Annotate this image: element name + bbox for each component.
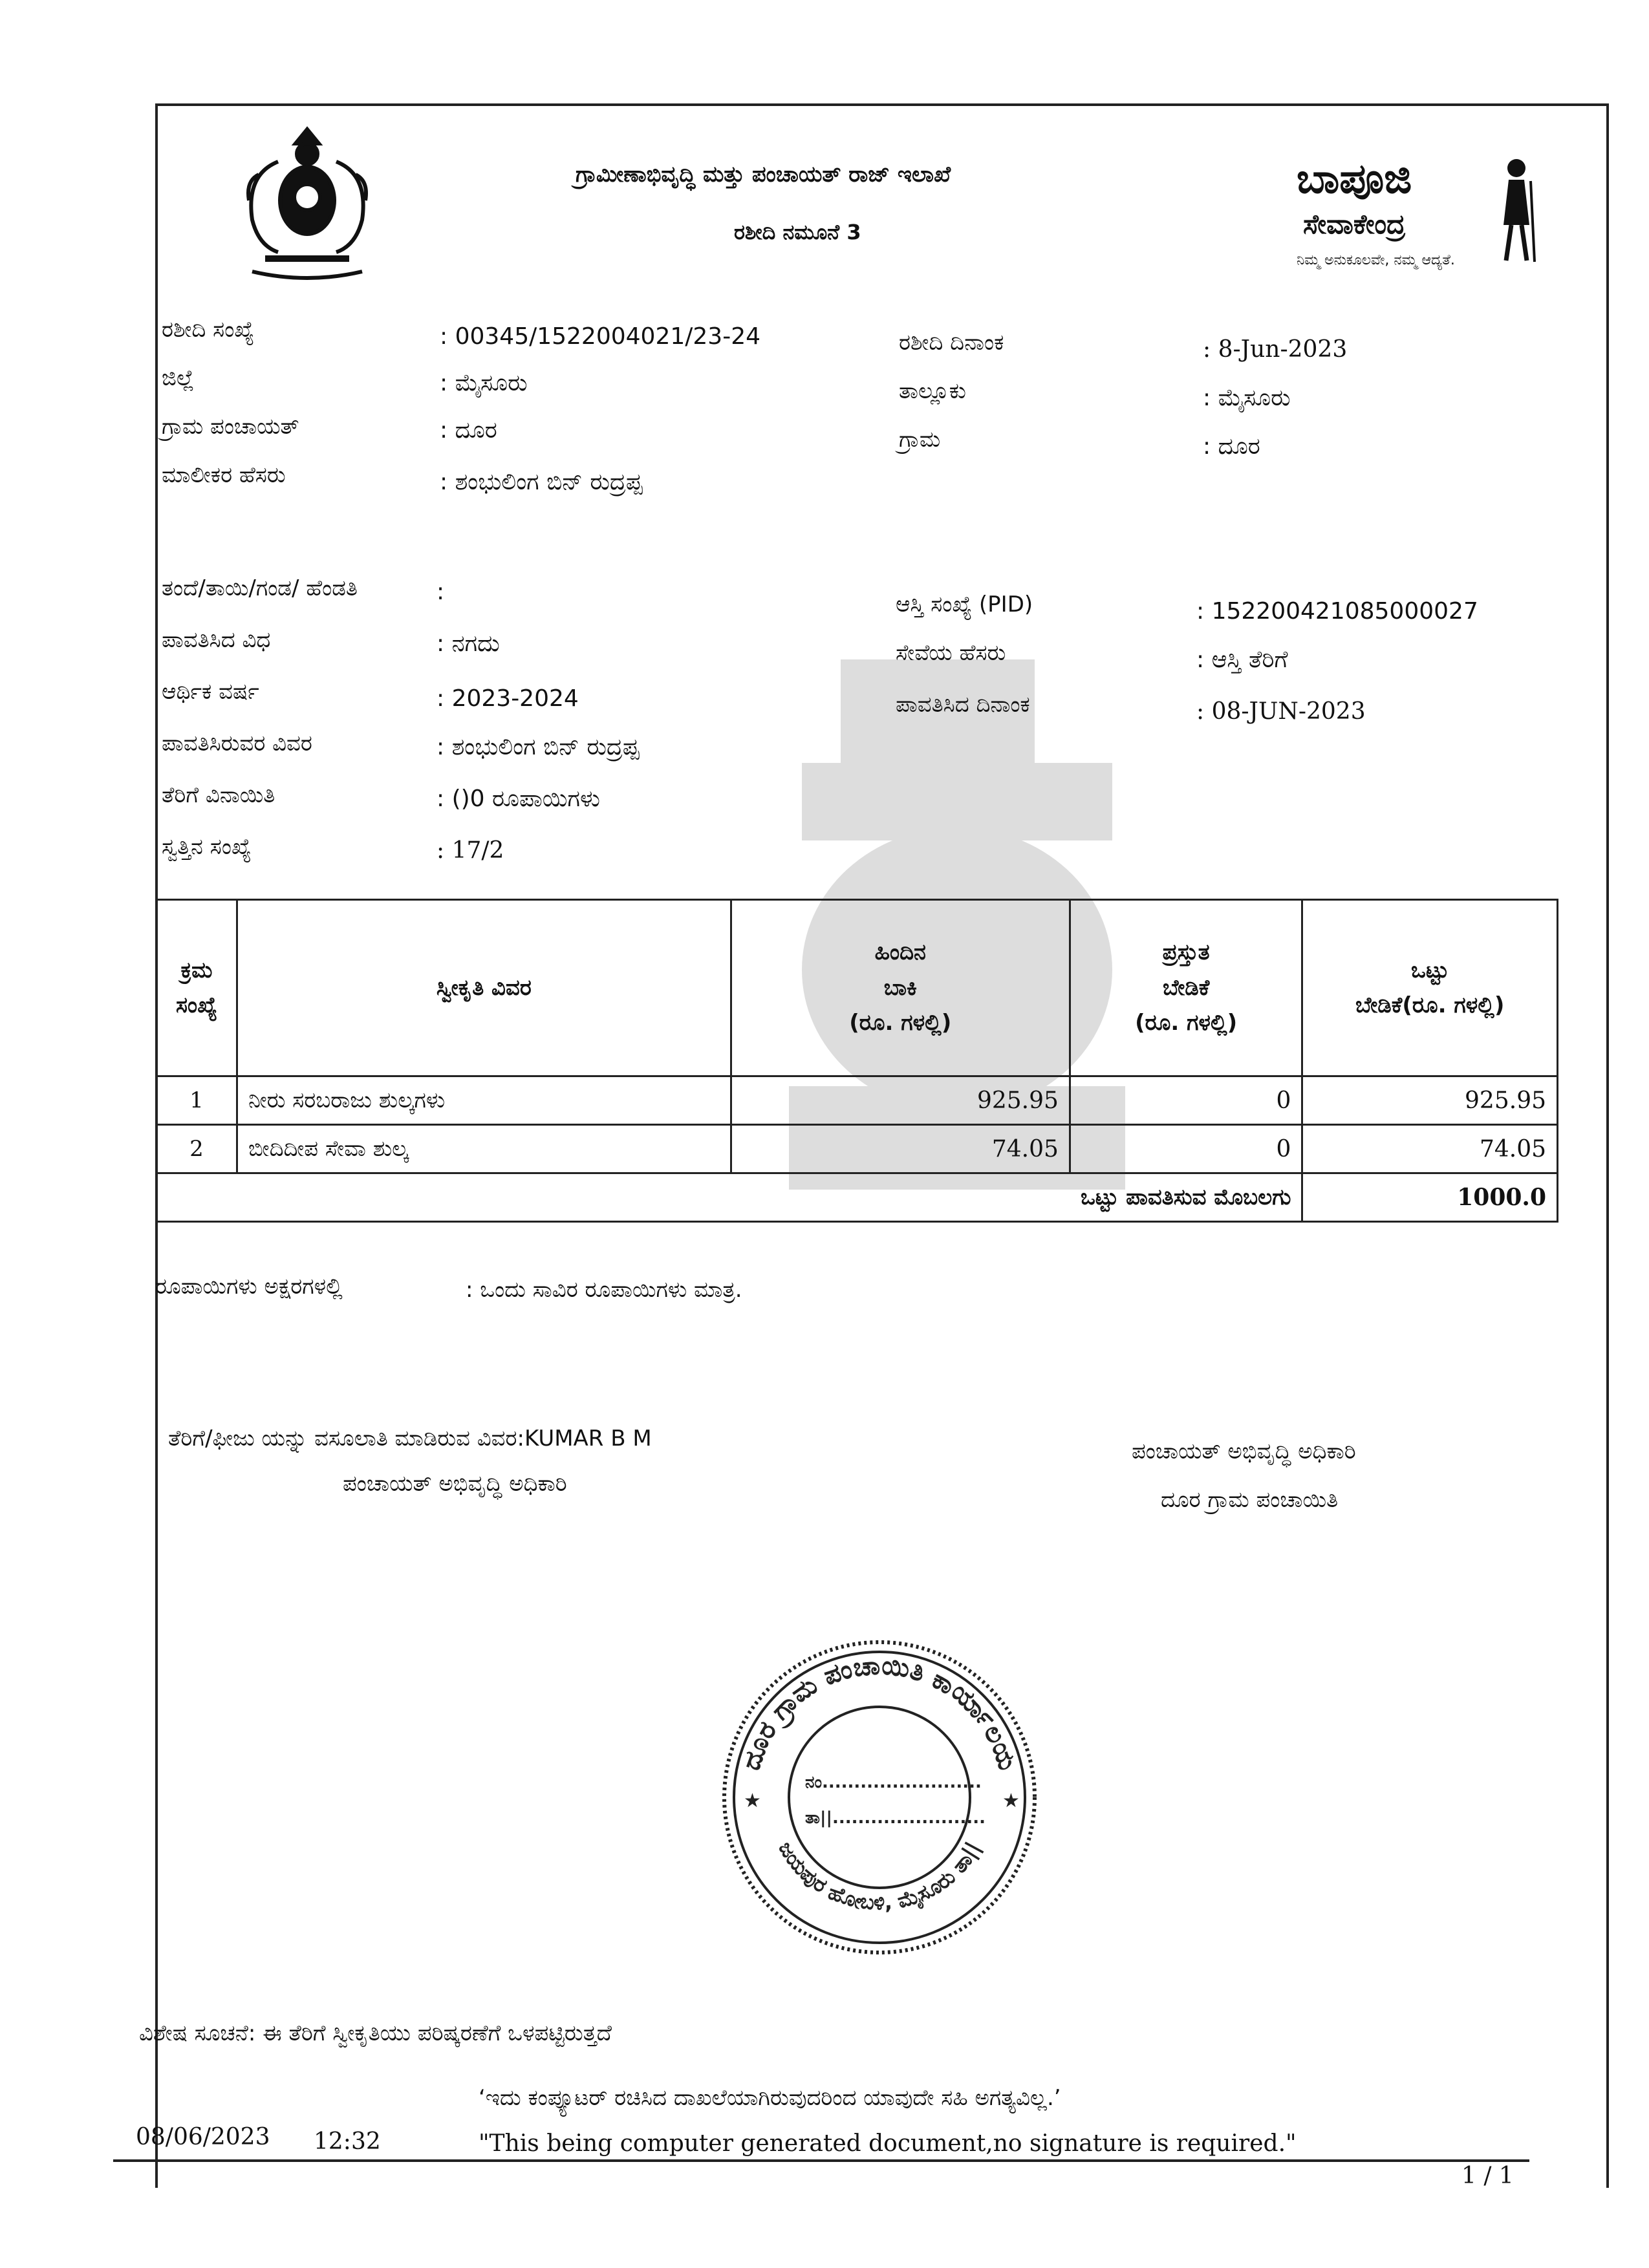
row-serial: 1 <box>156 1076 237 1125</box>
field-label: ತಂದೆ/ತಾಯಿ/ಗಂಡ/ ಹೆಂಡತಿ <box>162 575 358 601</box>
property-number-value: : 17/2 <box>436 837 504 864</box>
col-serial-header: ಕ್ರಮ ಸಂಖ್ಯೆ <box>156 900 237 1076</box>
english-notice: "This being computer generated document,no signature is required." <box>479 2130 1297 2157</box>
print-time: 12:32 <box>314 2128 381 2155</box>
payment-date-value: : 08-JUN-2023 <box>1196 698 1366 725</box>
field-label: ಸ್ವತ್ತಿನ ಸಂಖ್ಯೆ <box>162 834 252 860</box>
row-description: ಬೀದಿದೀಪ ಸೇವಾ ಶುಲ್ಕ <box>237 1125 731 1173</box>
service-name-value: : ಆಸ್ತಿ ತೆರಿಗೆ <box>1196 647 1288 673</box>
row-serial: 2 <box>156 1125 237 1173</box>
logo-subtitle: ಸೇವಾಕೇಂದ್ರ <box>1303 208 1406 240</box>
taluk-value: : ಮೈಸೂರು <box>1203 385 1291 411</box>
seal-bottom-text: ಜಯಪುರ ಹೋಬಳಿ, ಮೈಸೂರು ತಾ|| <box>773 1837 986 1915</box>
col-current-demand-header: ಪ್ರಸ್ತುತ ಬೇಡಿಕೆ (ರೂ. ಗಳಲ್ಲಿ) <box>1070 900 1302 1076</box>
col-previous-due-header: ಹಿಂದಿನ ಬಾಕಿ (ರೂ. ಗಳಲ್ಲಿ) <box>731 900 1070 1076</box>
gram-panchayat-value: : ದೂರ <box>440 417 497 444</box>
field-label: ತಾಲ್ಲೂಕು <box>899 378 966 404</box>
amount-words-label: ರೂಪಾಯಿಗಳು ಅಕ್ಷರಗಳಲ್ಲಿ <box>155 1274 343 1300</box>
collector-detail: ತೆರಿಗೆ/ಫೀಜು ಯನ್ನು ವಸೂಲಾತಿ ಮಾಡಿರುವ ವಿವರ:KUMAR B M <box>168 1426 652 1451</box>
state-emblem-icon <box>233 123 382 284</box>
receipt-number: : 00345/1522004021/23-24 <box>440 323 761 350</box>
grand-total-value: 1000.0 <box>1302 1173 1558 1222</box>
seal-ring-text: ದೂರ ಗ್ರಾಮ ಪಂಚಾಯಿತಿ ಕಾರ್ಯಾಲಯ <box>736 1651 1023 1774</box>
table-row <box>156 1125 1558 1173</box>
bapuji-logo <box>1297 155 1536 284</box>
department-title: ಗ್ರಾಮೀಣಾಭಿವೃದ್ಧಿ ಮತ್ತು ಪಂಚಾಯತ್ ರಾಜ್ ಇಲಾಖೆ <box>576 162 951 187</box>
receipt-frame-bottom <box>113 2159 1529 2162</box>
row-previous-due: 74.05 <box>731 1125 1070 1173</box>
row-previous-due: 925.95 <box>731 1076 1070 1125</box>
row-current-demand: 0 <box>1070 1125 1302 1173</box>
field-label: ರಶೀದಿ ಸಂಖ್ಯೆ <box>162 317 255 343</box>
logo-tagline: ನಿಮ್ಮ ಅನುಕೂಲವೇ, ನಮ್ಮ ಆದ್ಯತೆ. <box>1297 252 1455 268</box>
svg-text:ದೂರ ಗ್ರಾಮ ಪಂಚಾಯಿತಿ ಕಾರ್ಯಾಲಯ <box>737 1651 1023 1774</box>
field-label: ಆಸ್ತಿ ಸಂಖ್ಯೆ (PID) <box>896 592 1033 617</box>
seal-star-icon: ★ <box>1002 1790 1020 1812</box>
grand-total-label: ಒಟ್ಟು ಪಾವತಿಸುವ ಮೊಬಲಗು <box>156 1173 1302 1222</box>
panchayat-seal-icon <box>711 1629 1048 1965</box>
field-label: ಪಾವತಿಸಿದ ವಿಧ <box>162 627 271 653</box>
relation-value: : <box>436 579 445 605</box>
field-label: ತೆರಿಗೆ ವಿನಾಯಿತಿ <box>162 782 275 808</box>
row-total-demand: 925.95 <box>1302 1076 1558 1125</box>
fee-table <box>155 899 1558 1223</box>
print-date: 08/06/2023 <box>136 2124 270 2150</box>
special-note: ವಿಶೇಷ ಸೂಚನೆ: ಈ ತೆರಿಗೆ ಸ್ವೀಕೃತಿಯು ಪರಿಷ್ಕರಣೆಗೆ ಒಳಪಟ್ಟಿರುತ್ತದೆ <box>139 2020 612 2046</box>
amount-words-value: : ಒಂದು ಸಾವಿರ ರೂಪಾಯಿಗಳು ಮಾತ್ರ. <box>466 1277 742 1303</box>
financial-year-value: : 2023-2024 <box>436 685 579 712</box>
payment-mode-value: : ನಗದು <box>436 630 500 657</box>
officer-panchayat: ದೂರ ಗ್ರಾಮ ಪಂಚಾಯಿತಿ <box>1161 1487 1339 1513</box>
row-description: ನೀರು ಸರಬರಾಜು ಶುಲ್ಕಗಳು <box>237 1076 731 1125</box>
col-description-header: ಸ್ವೀಕೃತಿ ವಿವರ <box>237 900 731 1076</box>
table-header-row <box>156 900 1558 1076</box>
row-total-demand: 74.05 <box>1302 1125 1558 1173</box>
page-number: 1 / 1 <box>1461 2163 1514 2189</box>
field-label: ಜಿಲ್ಲೆ <box>162 365 195 391</box>
table-total-row <box>156 1173 1558 1222</box>
field-label: ಗ್ರಾಮ ಪಂಚಾಯತ್ <box>162 414 299 440</box>
kannada-notice: ‘ಇದು ಕಂಪ್ಯೂಟರ್ ರಚಿಸಿದ ದಾಖಲೆಯಾಗಿರುವುದರಿಂದ ಯಾವುದೇ ಸಹಿ ಅಗತ್ಯವಿಲ್ಲ.’ <box>479 2085 1061 2111</box>
village-value: : ದೂರ <box>1203 433 1260 460</box>
col-total-demand-header: ಒಟ್ಟು ಬೇಡಿಕೆ(ರೂ. ಗಳಲ್ಲಿ) <box>1302 900 1558 1076</box>
table-row <box>156 1076 1558 1125</box>
seal-star-icon: ★ <box>744 1790 761 1812</box>
gandhi-figure-icon <box>1497 155 1536 265</box>
seal-number-line: ನಂ......................... <box>805 1773 982 1792</box>
field-label: ರಶೀದಿ ದಿನಾಂಕ <box>899 330 1004 356</box>
tax-exemption-value: : ()0 ರೂಪಾಯಿಗಳು <box>436 786 600 812</box>
district-value: : ಮೈಸೂರು <box>440 370 528 396</box>
field-label: ಪಾವತಿಸಿರುವರ ವಿವರ <box>162 731 312 756</box>
field-label: ಮಾಲೀಕರ ಹೆಸರು <box>162 462 286 488</box>
field-label: ಆರ್ಥಿಕ ವರ್ಷ <box>162 679 259 705</box>
field-label: ಸೇವೆಯ ಹೆಸರು <box>896 640 1006 666</box>
logo-name: ಬಾಪೂಜಿ <box>1297 155 1412 203</box>
field-label: ಗ್ರಾಮ <box>899 427 941 453</box>
officer-designation: ಪಂಚಾಯತ್ ಅಭಿವೃದ್ಧಿ ಅಧಿಕಾರಿ <box>1132 1439 1356 1464</box>
payer-value: : ಶಂಭುಲಿಂಗ ಬಿನ್ ರುದ್ರಪ್ಪ <box>436 734 640 760</box>
collector-designation: ಪಂಚಾಯತ್ ಅಭಿವೃದ್ಧಿ ಅಧಿಕಾರಿ <box>343 1471 567 1497</box>
owner-name-value: : ಶಂಭುಲಿಂಗ ಬಿನ್ ರುದ್ರಪ್ಪ <box>440 469 643 495</box>
pid-value: : 152200421085000027 <box>1196 598 1478 625</box>
form-title: ರಶೀದಿ ನಮೂನೆ 3 <box>734 220 861 244</box>
field-label: ಪಾವತಿಸಿದ ದಿನಾಂಕ <box>896 692 1030 718</box>
row-current-demand: 0 <box>1070 1076 1302 1125</box>
receipt-date-value: : 8-Jun-2023 <box>1203 336 1348 363</box>
seal-date-line: ತಾ||........................ <box>805 1808 986 1828</box>
